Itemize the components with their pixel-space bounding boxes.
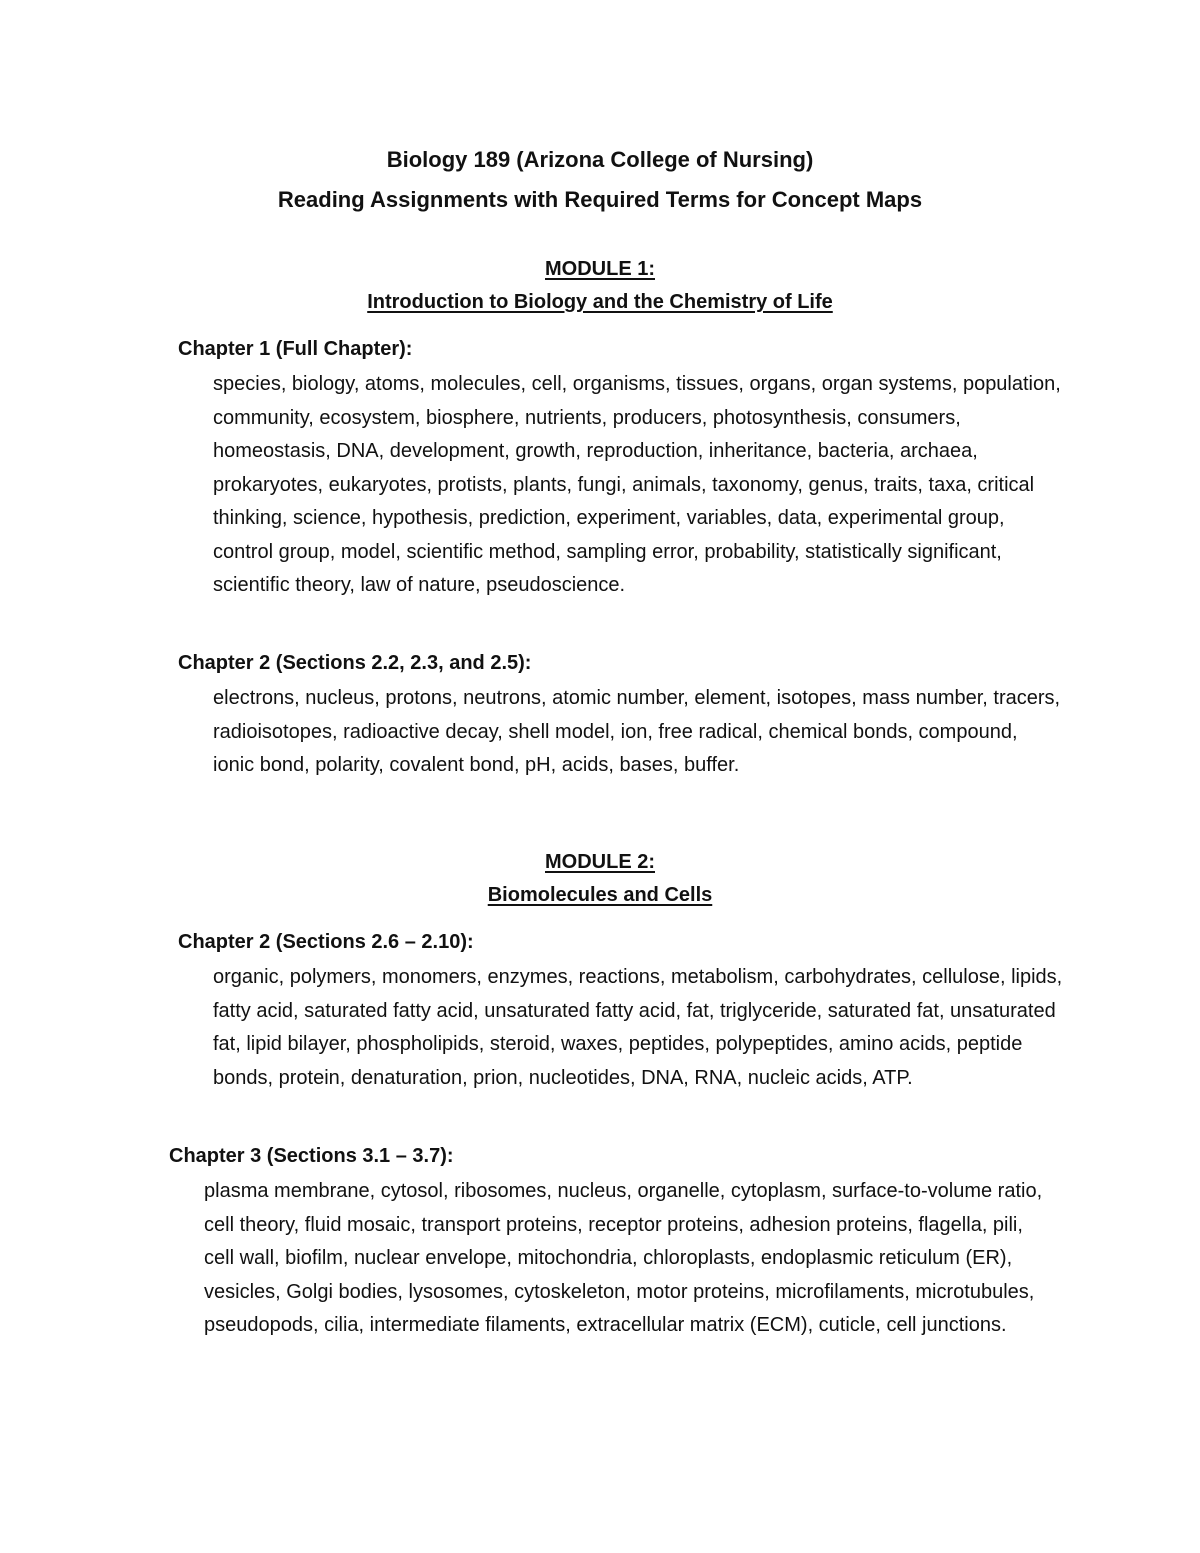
module-2-heading: MODULE 2: xyxy=(545,851,655,873)
chapter-title: Chapter 2 (Sections 2.6 – 2.10): xyxy=(178,931,474,953)
module-1-heading: MODULE 1: xyxy=(545,258,655,280)
chapter-terms: electrons, nucleus, protons, neutrons, atomic number, element, isotopes, mass number, tracers, radioisotopes, radioactive decay, shell model, ion, free radical, chemical bonds, compound, ionic bond, polarity, covalent bond, pH, acids, bases, buffer. xyxy=(213,687,1061,776)
module-1-chapter-1 xyxy=(178,336,1078,603)
document-subtitle: Reading Assignments with Required Terms for Concept Maps xyxy=(277,187,923,212)
module-1-subtitle: Introduction to Biology and the Chemistry of Life xyxy=(367,291,833,313)
document-title: Biology 189 (Arizona College of Nursing) xyxy=(386,147,814,172)
chapter-terms: organic, polymers, monomers, enzymes, reactions, metabolism, carbohydrates, cellulose, lipids, fatty acid, saturated fatty acid, unsaturated fatty acid, fat, triglyceride, saturated fat, unsaturated fat, lipid bilayer, phospholipids, steroid, waxes, peptides, polypeptides, amino acids, peptide bonds, protein, denaturation, prion, nucleotides, DNA, RNA, nucleic acids, ATP. xyxy=(213,966,1063,1089)
module-2-chapter-1 xyxy=(178,929,1078,1095)
module-1-chapter-2 xyxy=(178,650,1078,783)
chapter-title: Chapter 1 (Full Chapter): xyxy=(178,338,413,360)
module-2-subtitle: Biomolecules and Cells xyxy=(487,884,713,906)
chapter-title: Chapter 2 (Sections 2.2, 2.3, and 2.5): xyxy=(178,652,532,674)
chapter-title: Chapter 3 (Sections 3.1 – 3.7): xyxy=(169,1145,454,1167)
chapter-terms: species, biology, atoms, molecules, cell, organisms, tissues, organs, organ systems, population, community, ecosystem, biosphere, nutrients, producers, photosynthesis, consumers, homeostasis, DNA, development, growth, reproduction, inheritance, bacteria, archaea, prokaryotes, eukaryotes, protists, plants, fungi, animals, taxonomy, genus, traits, taxa, critical thinking, science, hypothesis, prediction, experiment, variables, data, experimental group, control group, model, scientific method, sampling error, probability, statistically significant, scientific theory, law of nature, pseudoscience. xyxy=(213,373,1061,596)
module-2-chapter-2 xyxy=(169,1143,1069,1343)
chapter-terms: plasma membrane, cytosol, ribosomes, nucleus, organelle, cytoplasm, surface-to-volume ratio, cell theory, fluid mosaic, transport proteins, receptor proteins, adhesion proteins, flagella, pili, cell wall, biofilm, nuclear envelope, mitochondria, chloroplasts, endoplasmic reticulum (ER), vesicles, Golgi bodies, lysosomes, cytoskeleton, motor proteins, microfilaments, microtubules, pseudopods, cilia, intermediate filaments, extracellular matrix (ECM), cuticle, cell junctions. xyxy=(204,1180,1043,1336)
